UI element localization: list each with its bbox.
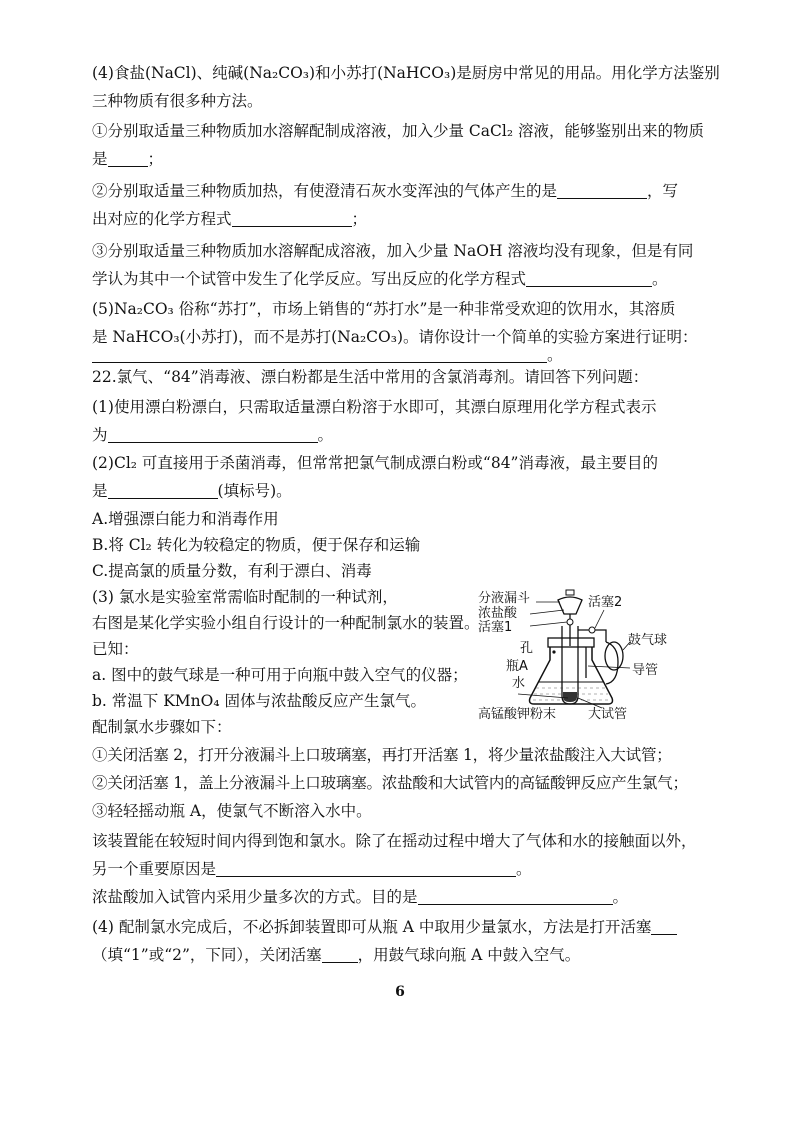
air-bulb-shape: [605, 642, 623, 670]
answer-blank-3[interactable]: [232, 210, 352, 227]
q21-5-line2: 是 NaHCO₃(小苏打)，而不是苏打(Na₂CO₃)。请你设计一个简单的实验方案进行证明：: [92, 328, 698, 346]
q21-4-step2-end: ；: [351, 210, 368, 228]
q21-4-step3-line2: [92, 268, 692, 290]
q22-1-end: 。: [317, 426, 334, 444]
leader-kmno4: [518, 694, 568, 698]
q22-3-known-b: b. 常温下 KMnO₄ 固体与浓盐酸反应产生氯气。: [92, 692, 426, 710]
q21-4-step1-end: ；: [147, 150, 164, 168]
q21-4-step2-write: ，写: [647, 182, 679, 200]
q21-5-answer-line: [92, 344, 692, 366]
funnel-glass-stopper: [566, 590, 574, 595]
q22-2-is: 是: [92, 482, 108, 500]
label-stopcock2: 活塞2: [588, 595, 623, 610]
answer-blank-4[interactable]: [526, 270, 652, 287]
q22-4-line1: [92, 916, 692, 938]
q22-1-as: 为: [92, 426, 108, 444]
q22-3-reason-label: 另一个重要原因是: [92, 860, 217, 878]
label-kmno4: 高锰酸钾粉末: [478, 707, 557, 722]
q21-4-step1-is: 是: [92, 150, 108, 168]
q22-3-steps-heading: 配制氯水步骤如下：: [92, 718, 232, 736]
kmno4-powder-shape: [563, 692, 577, 702]
q22-1-line1: (1)使用漂白粉漂白，只需取适量漂白粉溶于水即可，其漂白原理用化学方程式表示: [92, 398, 657, 416]
q22-3-reason-end: 。: [516, 860, 532, 878]
label-hole: 孔: [520, 641, 534, 656]
label-funnel: 分液漏斗: [478, 591, 531, 606]
q22-3-step1: ①关闭活塞 2，打开分液漏斗上口玻璃塞，再打开活塞 1，将少量浓盐酸注入大试管；: [92, 746, 672, 764]
q22-option-b: B.将 Cl₂ 转化为较稳定的物质，便于保存和运输: [92, 536, 421, 554]
q21-4-step2-equation-label: 出对应的化学方程式: [92, 210, 232, 228]
leader-hcl: [530, 610, 564, 614]
q22-2-line2: [92, 480, 692, 502]
q22-3-step3: ③轻轻摇动瓶 A，使氯气不断溶入水中。: [92, 802, 372, 820]
answer-blank-10[interactable]: [651, 918, 677, 935]
q21-4-step1-answer-line: [92, 148, 692, 170]
answer-blank-9[interactable]: [418, 888, 613, 905]
q21-5-line1: (5)Na₂CO₃ 俗称“苏打”，市场上销售的“苏打水”是一种非常受欢迎的饮用水，其溶质: [92, 300, 676, 318]
answer-blank-1[interactable]: [108, 150, 148, 167]
answer-blank-5[interactable]: [92, 346, 547, 363]
label-hcl: 浓盐酸: [478, 606, 518, 621]
hole-mark: [552, 650, 555, 653]
answer-blank-2[interactable]: [557, 182, 647, 199]
q22-4-fill-hint: （填“1”或“2”，下同），关闭活塞: [92, 946, 322, 964]
label-tube: 导管: [632, 663, 659, 678]
page-number: 6: [395, 984, 405, 1000]
q22-3-reason-line2: [92, 858, 692, 880]
answer-blank-11[interactable]: [322, 946, 358, 963]
answer-blank-8[interactable]: [216, 860, 516, 877]
q21-4-step2-text: ②分别取适量三种物质加热，有使澄清石灰水变浑浊的气体产生的是: [92, 182, 558, 200]
q22-title: 22.氯气、“84”消毒液、漂白粉都是生活中常用的含氯消毒剂。请回答下列问题：: [92, 368, 649, 386]
answer-blank-7[interactable]: [108, 482, 218, 499]
q22-3-line2: 右图是某化学实验小组自行设计的一种配制氯水的装置。: [92, 614, 480, 632]
q21-4-line2: 三种物质有很多种方法。: [92, 92, 263, 110]
q22-option-a: A.增强漂白能力和消毒作用: [92, 510, 279, 528]
q21-4-line1: (4)食盐(NaCl)、纯碱(Na₂CO₃)和小苏打(NaHCO₃)是厨房中常见的用品。用化学方法鉴别: [92, 64, 720, 82]
q21-4-step1: ①分别取适量三种物质加水溶解配制成溶液，加入少量 CaCl₂ 溶液，能够鉴别出来的物质: [92, 122, 704, 140]
q22-2-hint: (填标号)。: [217, 482, 292, 500]
q22-3-known: 已知：: [92, 640, 139, 658]
q21-4-step3-line1: ③分别取适量三种物质加水溶解配成溶液，加入少量 NaOH 溶液均没有现象，但是有同: [92, 242, 694, 260]
q22-2-line1: (2)Cl₂ 可直接用于杀菌消毒，但常常把氯气制成漂白粉或“84”消毒液，最主要目的: [92, 454, 658, 472]
q22-3-purpose-line: [92, 886, 692, 908]
flask-stopper: [548, 638, 594, 647]
q22-3-line1: (3) 氯水是实验室常需临时配制的一种试剂，: [92, 588, 398, 606]
q21-4-step2-line2: [92, 208, 692, 230]
apparatus-diagram: [478, 586, 678, 726]
q21-4-step3-end: 。: [652, 270, 668, 288]
leader-stopcock2: [595, 610, 604, 628]
q22-3-purpose-label: 浓盐酸加入试管内采用少量多次的方式。目的是: [92, 888, 418, 906]
label-water: 水: [512, 676, 526, 691]
q22-4-line2: [92, 944, 692, 966]
label-bigtube: 大试管: [588, 707, 628, 722]
stopcock-2-shape: [589, 627, 595, 633]
q22-3-known-a: a. 图中的鼓气球是一种可用于向瓶中鼓入空气的仪器；: [92, 666, 468, 684]
q22-1-line2: [92, 424, 692, 446]
leader-stopcock1: [530, 622, 567, 626]
air-bulb-tube: [606, 642, 618, 684]
q22-3-step2: ②关闭活塞 1，盖上分液漏斗上口玻璃塞。浓盐酸和大试管内的高锰酸钾反应产生氯气；: [92, 774, 688, 792]
label-stopcock1: 活塞1: [478, 620, 513, 635]
funnel-bulb: [558, 597, 582, 614]
q22-option-c: C.提高氯的质量分数，有利于漂白、消毒: [92, 562, 372, 580]
q21-4-step3-text: 学认为其中一个试管中发生了化学反应。写出反应的化学方程式: [92, 270, 527, 288]
answer-blank-6[interactable]: [108, 426, 318, 443]
q21-5-end: 。: [547, 346, 563, 364]
q21-4-step2-line1: [92, 180, 692, 202]
label-bottle: 瓶A: [506, 659, 528, 674]
label-bulb: 鼓气球: [628, 633, 668, 648]
chlorine-water-apparatus-figure: [478, 586, 678, 726]
q22-4-text: (4) 配制氯水完成后，不必拆卸装置即可从瓶 A 中取用少量氯水，方法是打开活塞: [92, 918, 652, 936]
stopcock-1-shape: [567, 619, 573, 625]
q22-4-end: ，用鼓气球向瓶 A 中鼓入空气。: [357, 946, 581, 964]
q22-3-reason-line1: 该装置能在较短时间内得到饱和氯水。除了在摇动过程中增大了气体和水的接触面以外，: [92, 832, 697, 850]
q22-3-purpose-end: 。: [612, 888, 629, 906]
